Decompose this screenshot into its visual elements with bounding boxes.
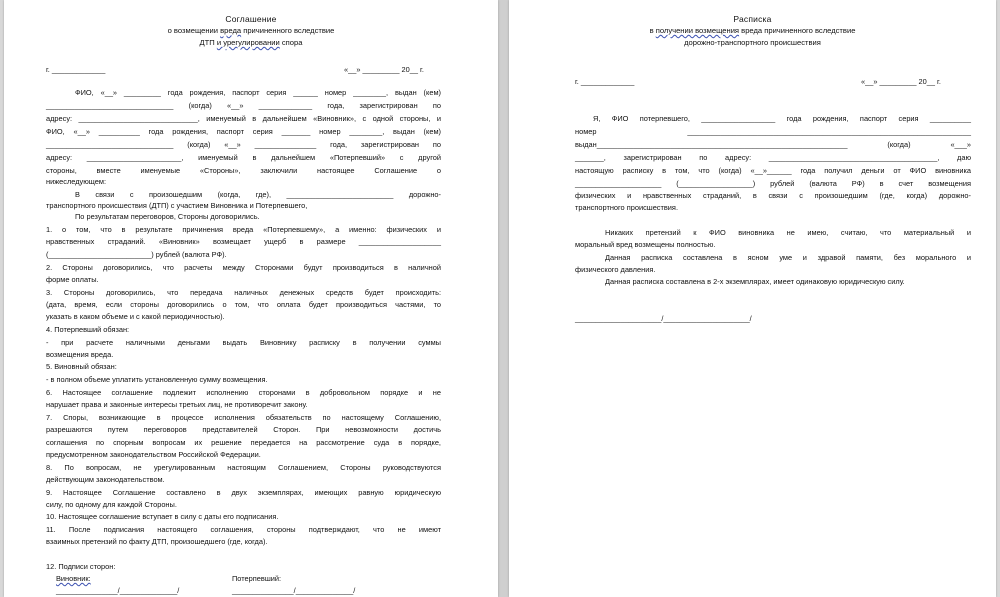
agreement-subtitle-line1 — [4, 26, 498, 35]
agreement-line: 1. о том, что в результате причинения вреда «Потерпевшему», а именно: физических и — [46, 225, 441, 234]
agreement-line: силу, по одному для каждой Стороны. — [46, 500, 177, 509]
page-gap — [498, 0, 509, 597]
agreement-line: возмещения вреда. — [46, 350, 114, 359]
agreement-line: 2. Стороны договорились, что расчеты между Сторонами будут производиться в наличной — [46, 263, 441, 272]
receipt-line: Никаких претензий к ФИО виновника не имею, считаю, что материальный и — [605, 228, 971, 237]
signer-guilty-label: Виновник: — [56, 574, 91, 583]
agreement-line: 11. После подписания настоящего соглашения, стороны подтверждают, что не имеют — [46, 525, 441, 534]
agreement-line: 7. Споры, возникающие в процессе исполнения обязательств по настоящему Соглашению, — [46, 413, 441, 422]
receipt-line: _______, зарегистрирован по адресу: _________________________________________, даю — [575, 153, 971, 162]
agreement-line: ФИО, «__» __________ года рождения, паспорт серия _______ номер ________, выдан (кем) — [46, 127, 441, 136]
receipt-subtitle-line1 — [509, 26, 996, 35]
agreement-line: нравственных страданий. «Виновник» возмещает ущерб в размере ____________________ — [46, 237, 441, 246]
agreement-line: (_________________________) рублей (валюта РФ). — [46, 250, 227, 259]
agreement-title: Соглашение — [225, 14, 277, 24]
receipt-line: Данная расписка составлена в 2-х экземплярах, имеет одинаковую юридическую силу. — [605, 277, 905, 286]
receipt-subtitle-line2: дорожно-транспортного происшествия — [684, 38, 821, 47]
receipt-line: настоящую расписку в том, что (когда) «__»______ года получил деньги от ФИО виновника — [575, 166, 971, 175]
receipt-line: Данная расписка составлена в ясном уме и здравой памяти, без морального и — [605, 253, 971, 262]
receipt-title: Расписка — [733, 14, 772, 24]
receipt-line: транспортного происшествия. — [575, 203, 678, 212]
agreement-line: 6. Настоящее соглашение подлежит исполнению сторонами в добровольном порядке и не — [46, 388, 441, 397]
agreement-line: нижеследующем: — [46, 177, 107, 186]
agreement-subtitle-line2 — [4, 38, 498, 47]
agreement-line: - при расчете наличными деньгами выдать Виновнику расписку в получении суммы — [46, 338, 441, 347]
subtitle-text: спора — [279, 38, 303, 47]
receipt-signature-line: _____________________/_____________________/ — [575, 314, 752, 323]
receipt-line: Я, ФИО потерпевшего, __________________ года рождения, паспорт серия __________ — [593, 114, 971, 123]
agreement-line: - в полном объеме уплатить установленную сумму возмещения. — [46, 375, 268, 384]
receipt-line: моральный вред возмещены полностью. — [575, 240, 716, 249]
receipt-line: физических и нравственных страданий, в связи с произошедшим (где, когда) дорожно- — [575, 191, 971, 200]
agreement-line: форме оплаты. — [46, 275, 99, 284]
agreement-line: 5. Виновный обязан: — [46, 362, 117, 371]
receipt-page — [509, 0, 996, 597]
receipt-line: физического давления. — [575, 265, 656, 274]
subtitle-text: вреда причиненного вследствие — [739, 26, 856, 35]
agreement-line: 9. Настоящее Соглашение составлено в двух экземплярах, имеющих равную юридическую — [46, 488, 441, 497]
agreement-line: По результатам переговоров, Стороны договорились. — [75, 212, 260, 221]
agreement-line: взаимных претензий по факту ДТП, произошедшего (где, когда). — [46, 537, 268, 546]
subtitle-wavy-text: вреда — [220, 26, 242, 35]
agreement-line: 3. Стороны договорились, что передача наличных денежных средств будет происходить: — [46, 288, 441, 297]
agreement-line: В связи с произошедшим (когда, где), __________________________ дорожно- — [75, 190, 441, 199]
signatures-heading: 12. Подписи сторон: — [46, 562, 116, 571]
agreement-line: адресу: _____________________________, именуемый в дальнейшем «Виновник», с одной стороны, и — [46, 114, 441, 123]
agreement-line: указать в каком объеме и с какой периодичностью). — [46, 312, 225, 321]
subtitle-wavy-text: получении возмещения — [655, 26, 740, 35]
agreement-line: ФИО, «__» _________ года рождения, паспорт серия ______ номер ________, выдан (кем) — [75, 88, 441, 97]
agreement-line: 10. Настоящее соглашение вступает в силу с даты его подписания. — [46, 512, 279, 521]
agreement-line: _______________________________ (когда) «__» _______________ года, зарегистрирован по — [46, 140, 441, 149]
agreement-date: «__» _________ 20__ г. — [344, 65, 424, 74]
agreement-line: (дата, время, если стороны договорились о том, что оплата будет производиться частями, то — [46, 300, 441, 309]
agreement-line: разрешаются путем переговоров представителей Сторон. При невозможности достичь — [46, 425, 441, 434]
receipt-line: _____________________ (__________________) рублей (валюта РФ) в счет возмещения — [575, 179, 971, 188]
agreement-page — [4, 0, 498, 597]
agreement-line: нарушает права и законные интересы третьих лиц, не противоречит закону. — [46, 400, 308, 409]
agreement-line: соглашения по спорным вопросам их решение передается на рассмотрение суда в порядке, — [46, 438, 441, 447]
agreement-line: адресу: _______________________, именуемый в дальнейшем «Потерпевший» с другой — [46, 153, 441, 162]
subtitle-wavy-text: и урегулировании — [216, 38, 280, 47]
agreement-line: предусмотренном законодательством Российской Федерации. — [46, 450, 261, 459]
subtitle-text: о возмещении — [167, 26, 221, 35]
agreement-line: _______________________________ (когда) «__» _____________ года, зарегистрирован по — [46, 101, 441, 110]
receipt-city: г. _____________ — [575, 77, 635, 86]
agreement-line: 8. По вопросам, не урегулированным настоящим Соглашением, Стороны руководствуются — [46, 463, 441, 472]
signature-line-guilty: _______________/______________/ — [56, 586, 180, 595]
agreement-line: 4. Потерпевший обязан: — [46, 325, 130, 334]
subtitle-text: причиненного вследствие — [241, 26, 335, 35]
subtitle-text: в — [649, 26, 656, 35]
receipt-date: «__» _________ 20__ г. — [861, 77, 941, 86]
agreement-line: стороны, вместе именуемые «Стороны», заключили настоящее Соглашение о — [46, 166, 441, 175]
subtitle-text: ДТП — [199, 38, 217, 47]
signer-victim-label: Потерпевший: — [232, 574, 282, 583]
receipt-line: выдан_____________________________________________________________ (когда) «___» — [575, 140, 971, 149]
agreement-line: действующим законодательством. — [46, 475, 165, 484]
receipt-line: номер _____________________________________________________________________ — [575, 127, 971, 136]
signature-line-victim: _______________/______________/ — [232, 586, 356, 595]
agreement-city: г. _____________ — [46, 65, 106, 74]
agreement-line: транспортного происшествия (ДТП) с участием Виновника и Потерпевшего, — [46, 201, 308, 210]
